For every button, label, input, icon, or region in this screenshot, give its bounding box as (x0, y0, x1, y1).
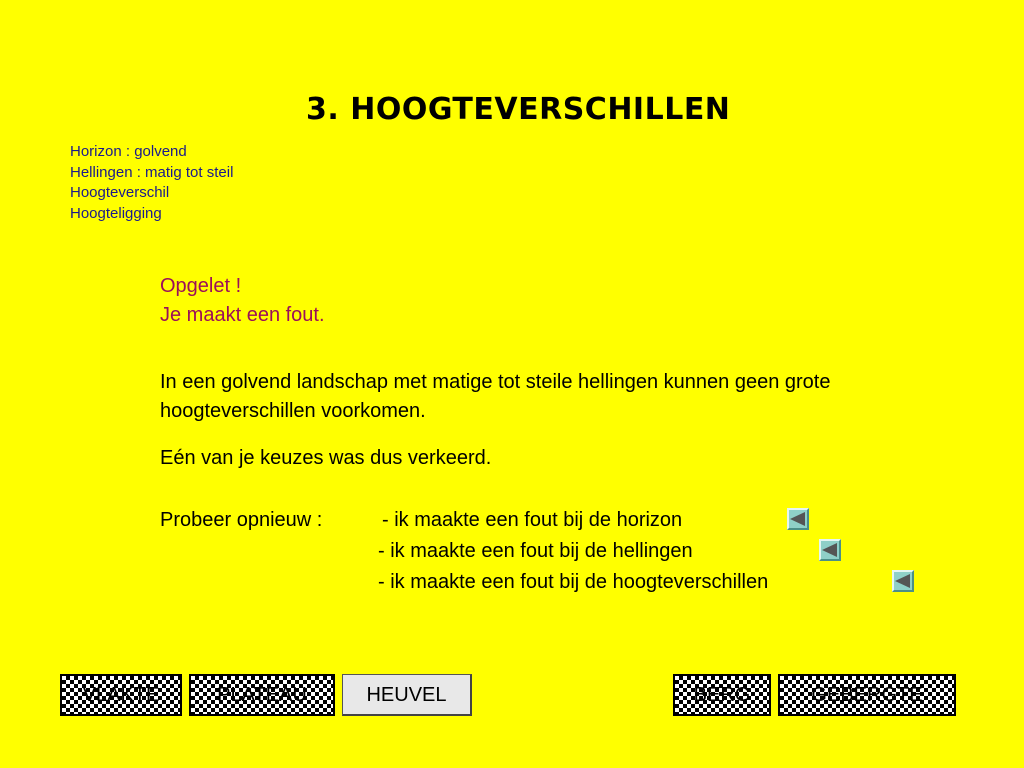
conclusion-text: Eén van je keuzes was dus verkeerd. (160, 447, 492, 469)
choices-summary (70, 142, 233, 224)
retry-option-horizon[interactable]: - ik maakte een fout bij de horizon (382, 509, 683, 531)
retry-label: Probeer opnieuw : (160, 509, 323, 531)
back-button-hellingen[interactable] (819, 539, 841, 561)
explanation-text: In een golvend landschap met matige tot steile hellingen kunnen geen grote hoogteverschillen voorkomen. (160, 371, 831, 422)
nav-button-heuvel[interactable]: HEUVEL (342, 674, 472, 716)
warning-message (160, 272, 325, 330)
summary-hellingen: Hellingen : matig tot steil (70, 163, 234, 181)
summary-hoogteverschil: Hoogteverschil (70, 184, 170, 201)
triangle-left-icon (790, 512, 806, 526)
back-button-horizon[interactable] (787, 508, 809, 530)
triangle-left-icon (895, 574, 911, 588)
nav-button-plateau[interactable]: PLATEAU (189, 674, 335, 716)
warning-line-1: Opgelet ! (160, 275, 242, 297)
warning-line-2: Je maakt een fout. (160, 304, 325, 326)
retry-option-hoogteverschillen[interactable]: - ik maakte een fout bij de hoogteverschillen (378, 571, 769, 593)
page-title: 3. HOOGTEVERSCHILLEN (306, 92, 731, 127)
retry-option-hellingen[interactable]: - ik maakte een fout bij de hellingen (378, 540, 693, 562)
back-button-hoogteverschillen[interactable] (892, 570, 914, 592)
triangle-left-icon (822, 543, 838, 557)
summary-hoogteligging: Hoogteligging (70, 204, 162, 222)
nav-button-vlakte[interactable]: VLAKTE (60, 674, 182, 716)
nav-button-gebergte[interactable]: GEBERGTE (778, 674, 956, 716)
nav-button-berg[interactable]: BERG (673, 674, 771, 716)
summary-horizon: Horizon : golvend (70, 143, 187, 160)
